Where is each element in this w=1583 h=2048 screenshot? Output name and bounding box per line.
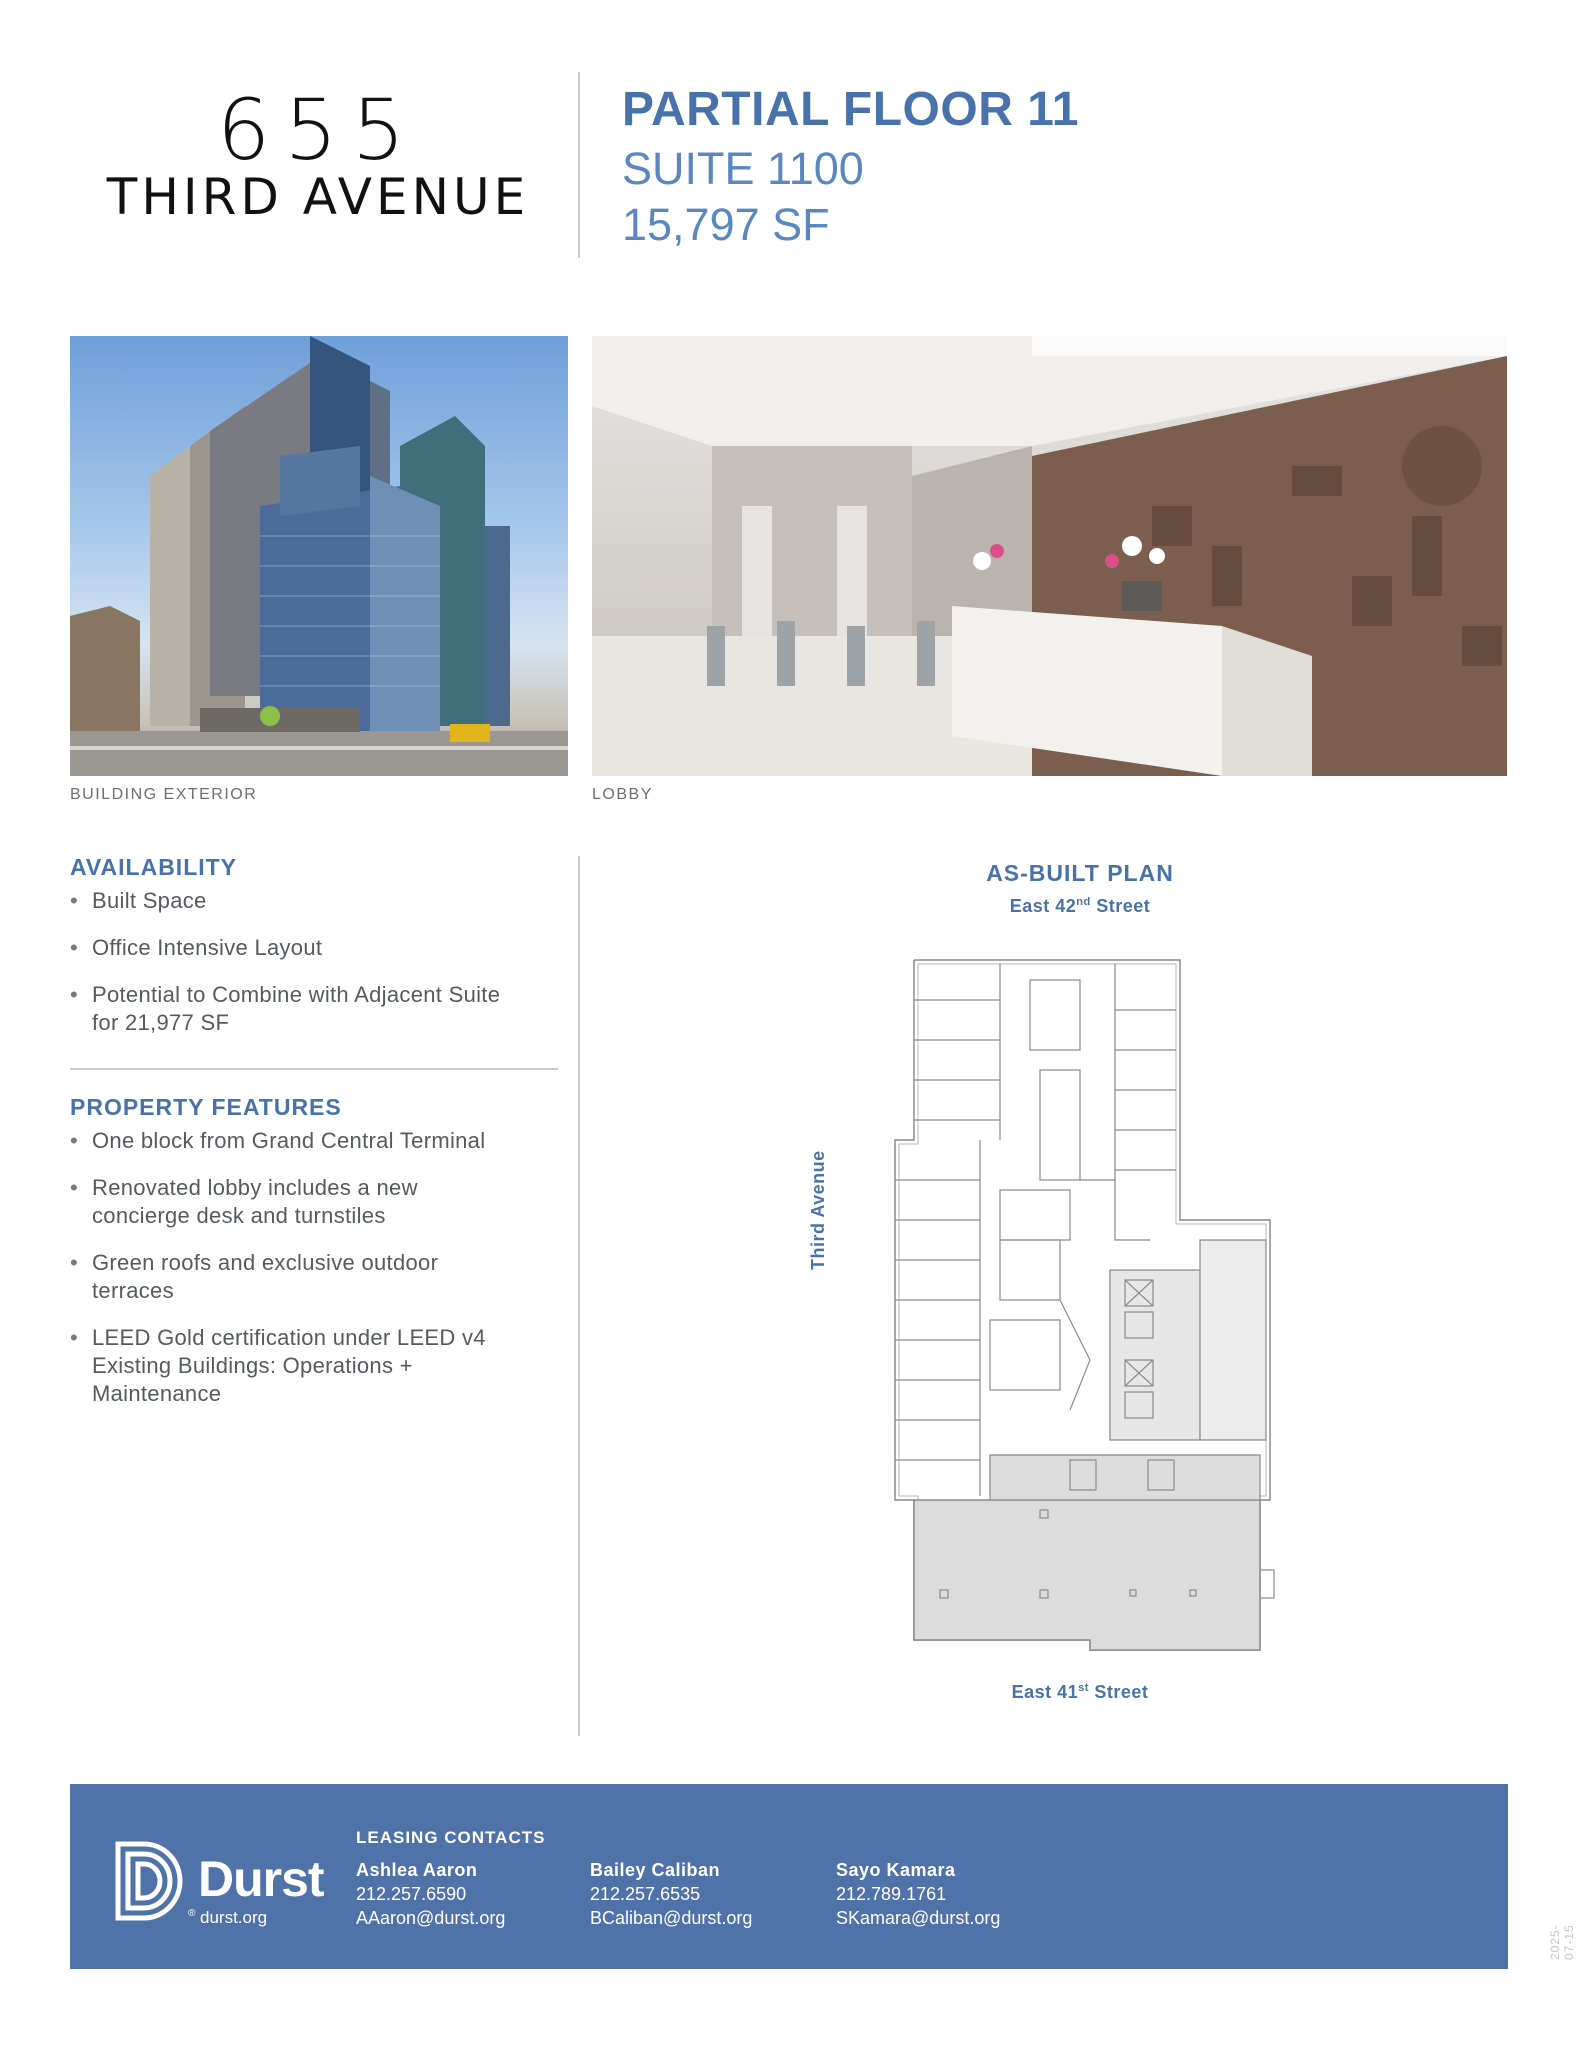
contact-email[interactable]: BCaliban@durst.org (590, 1908, 753, 1928)
section-divider (70, 1068, 558, 1070)
availability-list (70, 887, 560, 1037)
west-street-label: Third Avenue (808, 1150, 828, 1270)
contact-email[interactable]: SKamara@durst.org (836, 1908, 1001, 1928)
list-item: • One block from Grand Central Terminal (70, 1127, 490, 1155)
contact-email[interactable]: AAaron@durst.org (356, 1908, 506, 1928)
logo-registered-mark: ® (188, 1908, 196, 1919)
durst-logo-icon (114, 1840, 186, 1922)
contact-sayo-kamara (836, 1858, 1000, 1930)
header-divider (578, 72, 580, 258)
date-stamp: 2025-07-15 (1548, 1924, 1576, 1960)
south-street-label: East 41st Street (1011, 1682, 1149, 1702)
durst-logo-text: Durst (198, 1851, 324, 1907)
contact-phone[interactable]: 212.257.6590 (356, 1884, 467, 1904)
contact-name: Bailey Caliban (590, 1860, 721, 1880)
availability-title: AVAILABILITY (70, 854, 238, 880)
features-section (70, 1094, 560, 1427)
building-name: THIRD AVENUE (106, 168, 530, 226)
features-title: PROPERTY FEATURES (70, 1094, 342, 1120)
lobby-photo (592, 336, 1507, 776)
north-street-label: East 42nd Street (1009, 896, 1151, 916)
contact-bailey-caliban (590, 1858, 752, 1930)
exterior-caption: BUILDING EXTERIOR (70, 786, 258, 803)
suite-number: SUITE 1100 (622, 143, 864, 194)
lobby-illustration (592, 336, 1507, 776)
list-item: • Renovated lobby includes a new concierge desk and turnstiles (70, 1174, 490, 1230)
list-item: • LEED Gold certification under LEED v4 Existing Buildings: Operations + Maintenance (70, 1324, 490, 1408)
list-item: • Potential to Combine with Adjacent Suite for 21,977 SF (70, 981, 520, 1037)
features-list (70, 1127, 490, 1408)
floor-title: PARTIAL FLOOR 11 (622, 83, 1079, 136)
contact-phone[interactable]: 212.257.6535 (590, 1884, 701, 1904)
footer-bar (70, 1784, 1508, 1969)
contact-ashlea-aaron (356, 1858, 505, 1930)
building-number: 655 (216, 81, 420, 179)
availability-section (70, 854, 560, 1056)
contact-name: Sayo Kamara (836, 1860, 956, 1880)
building-exterior-photo (70, 336, 568, 776)
column-divider (578, 856, 580, 1736)
contact-phone[interactable]: 212.789.1761 (836, 1884, 947, 1904)
contact-name: Ashlea Aaron (356, 1860, 478, 1880)
list-item: • Office Intensive Layout (70, 934, 560, 962)
list-item: • Built Space (70, 887, 560, 915)
floor-plan (890, 940, 1280, 1660)
lobby-caption: LOBBY (592, 786, 653, 803)
list-item: • Green roofs and exclusive outdoor terraces (70, 1249, 490, 1305)
plan-title: AS-BUILT PLAN (986, 860, 1174, 886)
square-footage: 15,797 SF (622, 199, 830, 250)
floor-plan-drawing (890, 940, 1280, 1660)
durst-url[interactable]: durst.org (200, 1908, 268, 1927)
building-exterior-illustration (70, 336, 568, 776)
leasing-contacts-label: LEASING CONTACTS (356, 1828, 546, 1847)
